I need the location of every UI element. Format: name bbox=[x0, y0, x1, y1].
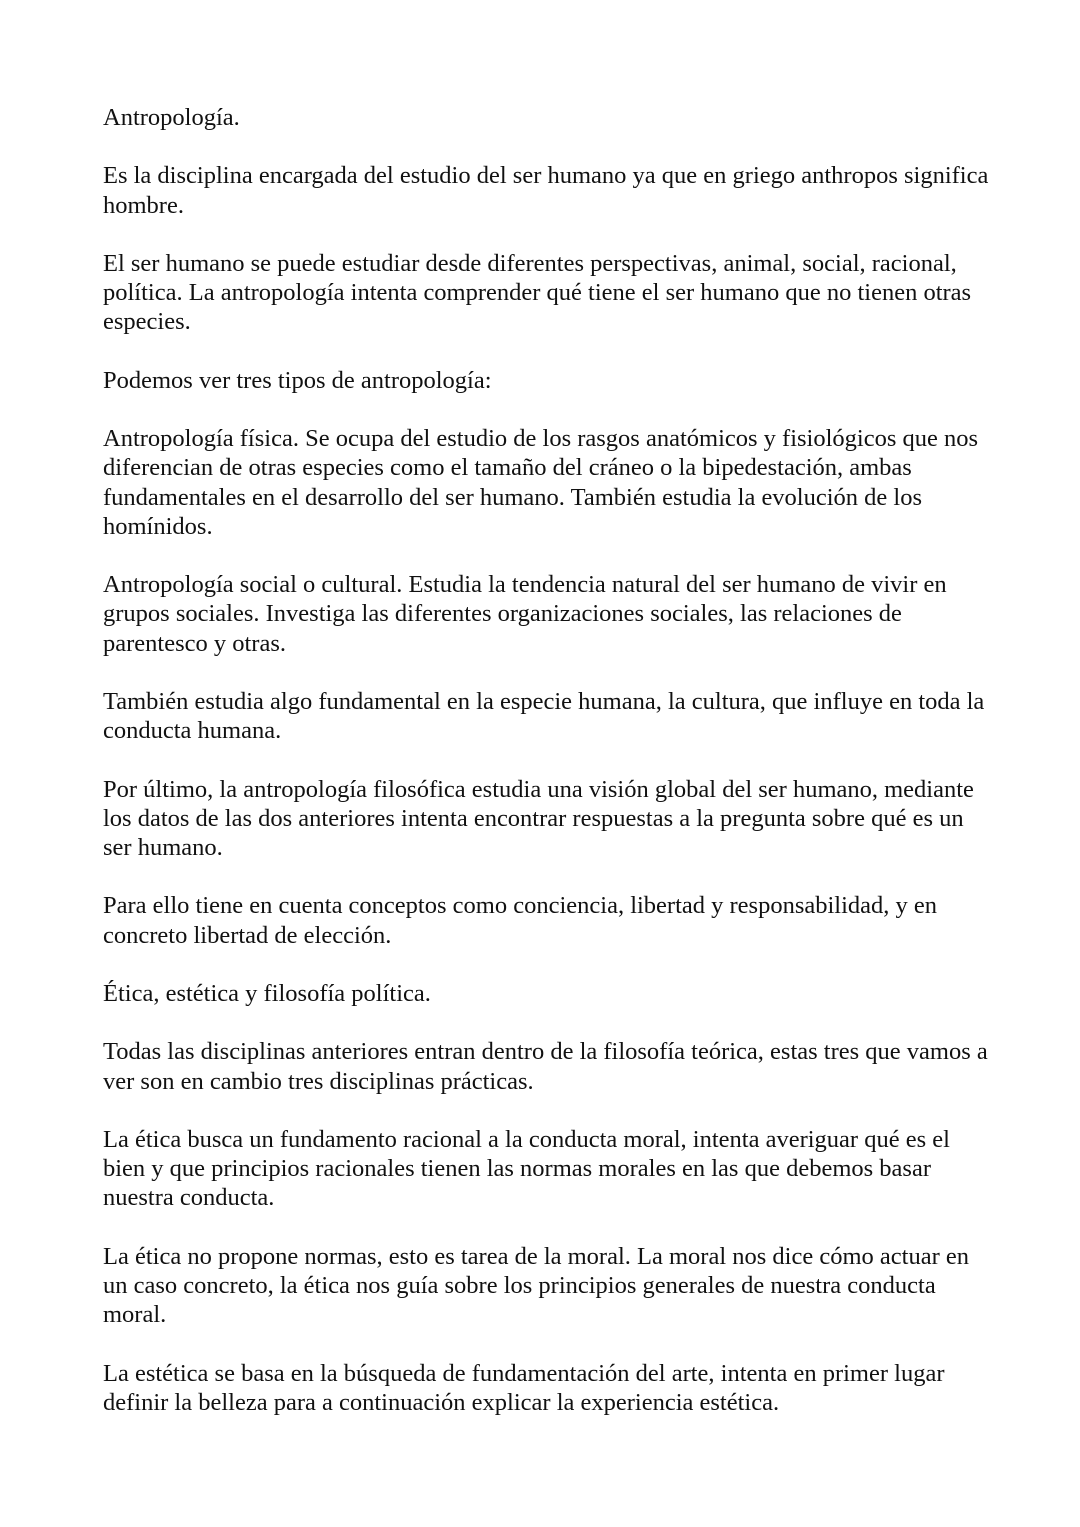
paragraph-cultura: También estudia algo fundamental en la especie humana, la cultura, que influye en toda la conducta humana. bbox=[103, 687, 985, 745]
paragraph-etica: La ética busca un fundamento racional a la conducta moral, intenta averiguar qué es el bien y que principios racionales tienen las normas morales en las que debemos basar nuestra conducta. bbox=[103, 1125, 950, 1212]
paragraph-antropologia-filosofica: Por último, la antropología filosófica estudia una visión global del ser humano, mediante los datos de las dos anteriores intenta encontrar respuestas a la pregunta sobre qué es un ser humano. bbox=[103, 775, 974, 861]
paragraph-estetica: La estética se basa en la búsqueda de fundamentación del arte, intenta en primer lugar definir la belleza para a continuación explicar la experiencia estética. bbox=[103, 1359, 945, 1416]
paragraph-antropologia-fisica: Antropología física. Se ocupa del estudio de los rasgos anatómicos y fisiológicos que nos diferencian de otras especies como el tamaño del cráneo o la bipedestación, ambas fundamentales en el desarrollo del ser humano. También estudia la evolución de los homínidos. bbox=[103, 425, 979, 540]
paragraph-perspectivas: El ser humano se puede estudiar desde diferentes perspectivas, animal, social, racional, política. La antropología intenta comprender qué tiene el ser humano que no tienen otras especies. bbox=[103, 249, 972, 336]
heading-etica-estetica: Ética, estética y filosofía política. bbox=[103, 979, 431, 1007]
document-page bbox=[103, 103, 993, 1417]
paragraph-tipos: Podemos ver tres tipos de antropología: bbox=[103, 366, 492, 394]
paragraph-conceptos: Para ello tiene en cuenta conceptos como conciencia, libertad y responsabilidad, y en concreto libertad de elección. bbox=[103, 892, 938, 949]
paragraph-definicion: Es la disciplina encargada del estudio del ser humano ya que en griego anthropos significa hombre. bbox=[103, 162, 989, 219]
paragraph-etica-moral: La ética no propone normas, esto es tarea de la moral. La moral nos dice cómo actuar en un caso concreto, la ética nos guía sobre los principios generales de nuestra conducta moral. bbox=[103, 1242, 969, 1329]
paragraph-antropologia-social: Antropología social o cultural. Estudia la tendencia natural del ser humano de vivir en grupos sociales. Investiga las diferentes organizaciones sociales, las relaciones de parentesco y otras. bbox=[103, 571, 947, 657]
paragraph-disciplinas-practicas: Todas las disciplinas anteriores entran dentro de la filosofía teórica, estas tres que vamos a ver son en cambio tres disciplinas prácticas. bbox=[103, 1038, 988, 1095]
heading-antropologia: Antropología. bbox=[103, 104, 240, 131]
